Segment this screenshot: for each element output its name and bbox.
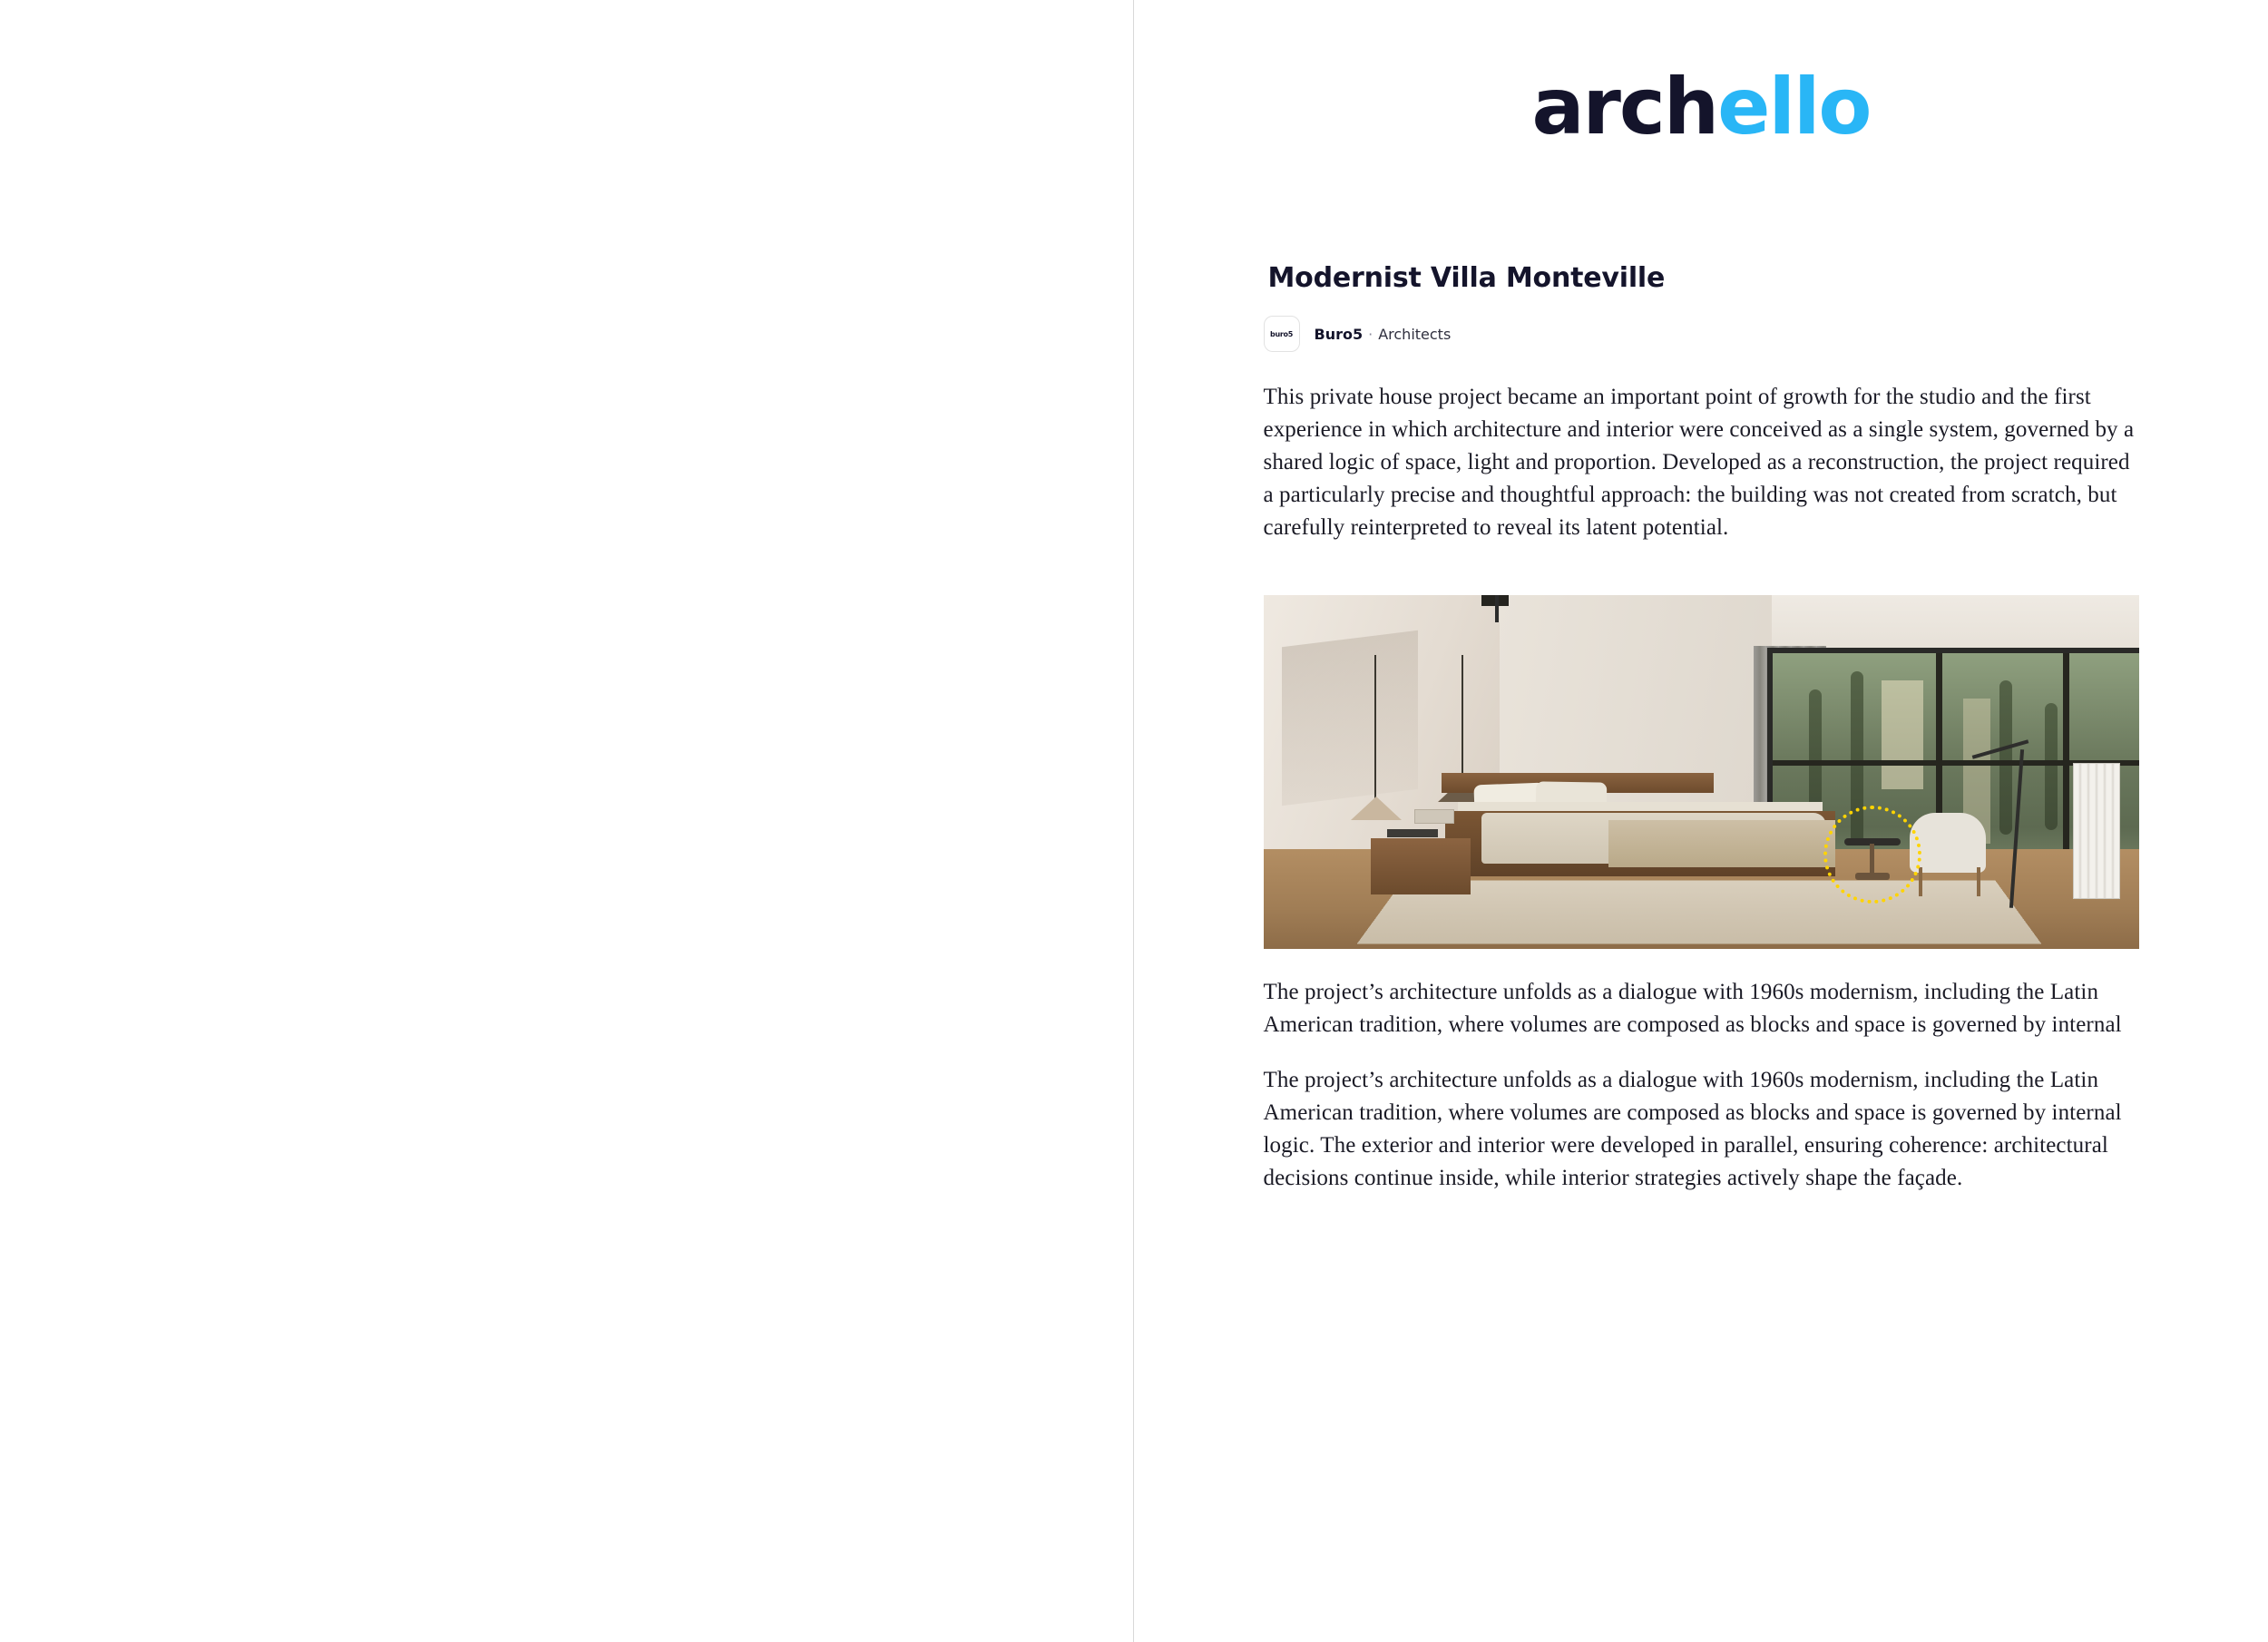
logo-text-arc: arc [1531,62,1664,152]
bedroom-photo[interactable] [1264,595,2139,949]
logo-text-ello: ello [1717,62,1871,152]
studio-name[interactable]: Buro5 [1314,325,1364,343]
bedroom-scene-illustration [1264,595,2139,949]
page-title: Modernist Villa Monteville [1267,262,1666,294]
tree-icon [1999,680,2012,835]
caption-paragraph-1: The project’s architecture unfolds as a dialogue with 1960s modernism, including the Latin American tradition, where volumes are composed as blocks and space is governed by internal [1263,980,2122,1037]
books [1387,829,1438,837]
article-figure [1264,595,2139,949]
logo-text-h: h [1663,62,1718,152]
avatar-label: buro5 [1270,329,1293,338]
archello-logo[interactable] [1531,62,1871,152]
studio-role: Architects [1378,325,1452,343]
wall-switch-plate [1414,809,1454,824]
click-target-highlight[interactable] [1823,806,1921,904]
article-captions [1264,976,2139,1195]
wall-light-patch [1282,630,1418,806]
bed-throw-blanket [1608,820,1835,867]
ceiling-beam [1495,595,1499,622]
byline [1264,316,2139,352]
pendant-lamp-shade [1351,797,1402,820]
byline-separator: · [1368,325,1374,343]
tree-icon [2045,703,2058,830]
radiator [2073,763,2120,899]
window-reflection [1882,680,1923,789]
pendant-lamp-cord [1461,655,1463,782]
armchair-leg [1919,867,1922,896]
brand-header [1134,0,2268,152]
article-intro-paragraph: This private house project became an important point of growth for the studio and the first experience in which architecture and interior were conceived as a single system, governed by a shared logic of space, light and proportion. Developed as a reconstruction, the project required a particularly precise and thoughtful approach: the building was not created from scratch, but carefully reinterpreted to reveal its latent potential. [1263,385,2135,540]
armchair-leg [1977,867,1980,896]
avatar[interactable] [1264,316,1300,352]
armchair [1910,813,1986,873]
nightstand [1371,838,1471,894]
byline-text [1315,326,1452,343]
article-content [1264,146,2139,1195]
pendant-lamp-cord [1374,655,1376,800]
caption-paragraph-2: The project’s architecture unfolds as a dialogue with 1960s modernism, including the Latin American tradition, where volumes are composed as blocks and space is governed by internal logic. The exterior and interior were developed in parallel, ensuring coherence: architectural decisions continue inside, while interior strategies actively shape the façade. [1263,1068,2122,1190]
article-panel [1134,0,2268,1642]
